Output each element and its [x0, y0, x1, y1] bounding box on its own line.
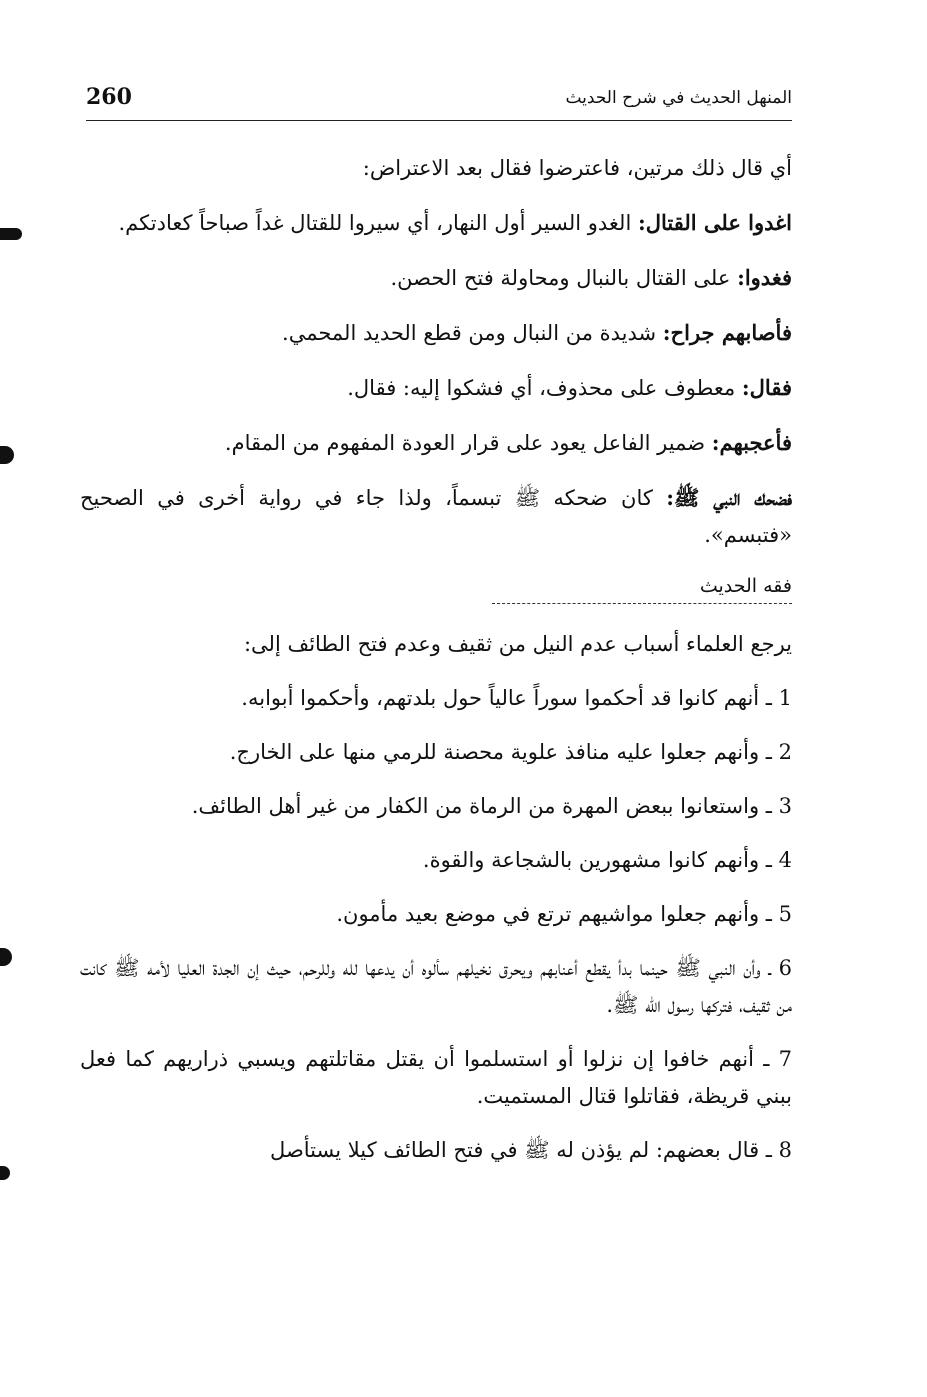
gloss-text: على القتال بالنبال ومحاولة فتح الحصن. — [390, 266, 738, 290]
scan-edge-mark — [0, 1166, 10, 1180]
scan-edge-mark — [0, 948, 12, 966]
list-item: 8 ـ قال بعضهم: لم يؤذن له ﷺ في فتح الطائف كيلا يستأصل — [270, 1138, 792, 1162]
list-item: 4 ـ وأنهم كانوا مشهورين بالشجاعة والقوة. — [422, 848, 792, 872]
paragraph — [80, 150, 792, 187]
list-item: 7 ـ أنهم خافوا إن نزلوا أو استسلموا أن يقتل مقاتلتهم ويسبي ذراريهم كما فعل ببني قريظة، فقاتلوا قتال المستميت. — [80, 1047, 792, 1108]
section-heading: فقه الحديث — [492, 571, 792, 604]
scan-edge-mark — [0, 446, 14, 464]
paragraph — [80, 314, 792, 352]
body-text — [80, 150, 792, 1186]
gloss-text: كان ضحكه ﷺ تبسماً، ولذا جاء في رواية أخرى في الصحيح «فتبسم». — [80, 486, 792, 547]
page-number: 260 — [86, 84, 132, 110]
paragraph — [80, 424, 792, 462]
paragraph — [80, 369, 792, 407]
list-item: 3 ـ واستعانوا ببعض المهرة من الرماة من الكفار من غير أهل الطائف. — [191, 794, 792, 818]
gloss-term: فأصابهم جراح: — [662, 320, 792, 345]
paragraph — [80, 259, 792, 297]
page-header — [86, 84, 792, 121]
list-item: 6 ـ وأن النبي ﷺ حينما بدأ يقطع أعنابهم ويحرق نخيلهم سألوه أن يدعها لله وللرحم، حيث إن الجدة العليا لأمه ﷺ كانت من ثقيف، فتركها رسول الله ﷺ. — [80, 956, 792, 1017]
scan-edge-mark — [0, 228, 22, 240]
gloss-text: شديدة من النبال ومن قطع الحديد المحمي. — [282, 321, 663, 345]
gloss-term: فقال: — [741, 375, 792, 400]
list-intro: يرجع العلماء أسباب عدم النيل من ثقيف وعدم فتح الطائف إلى: — [243, 632, 792, 656]
list-item: 5 ـ وأنهم جعلوا مواشيهم ترتع في موضع بعيد مأمون. — [336, 902, 792, 926]
paragraph-text: أي قال ذلك مرتين، فاعترضوا فقال بعد الاعتراض: — [362, 156, 792, 180]
list-item: 2 ـ وأنهم جعلوا عليه منافذ علوية محصنة للرمي منها على الخارج. — [229, 740, 792, 764]
gloss-text: معطوف على محذوف، أي فشكوا إليه: فقال. — [347, 376, 742, 400]
gloss-term: اغدوا على القتال: — [637, 210, 792, 235]
gloss-text: الغدو السير أول النهار، أي سيروا للقتال غداً صباحاً كعادتكم. — [118, 211, 638, 235]
list-item: 1 ـ أنهم كانوا قد أحكموا سوراً عالياً حول بلدتهم، وأحكموا أبوابه. — [241, 686, 792, 710]
gloss-term: فأعجبهم: — [711, 430, 792, 455]
paragraph — [80, 479, 792, 554]
paragraph — [80, 204, 792, 242]
gloss-term: فضحك النبي ﷺ: — [666, 485, 792, 510]
gloss-text: ضمير الفاعل يعود على قرار العودة المفهوم من المقام. — [224, 431, 712, 455]
running-title: المنهل الحديث في شرح الحديث — [565, 88, 792, 108]
gloss-term: فغدوا: — [737, 265, 792, 290]
